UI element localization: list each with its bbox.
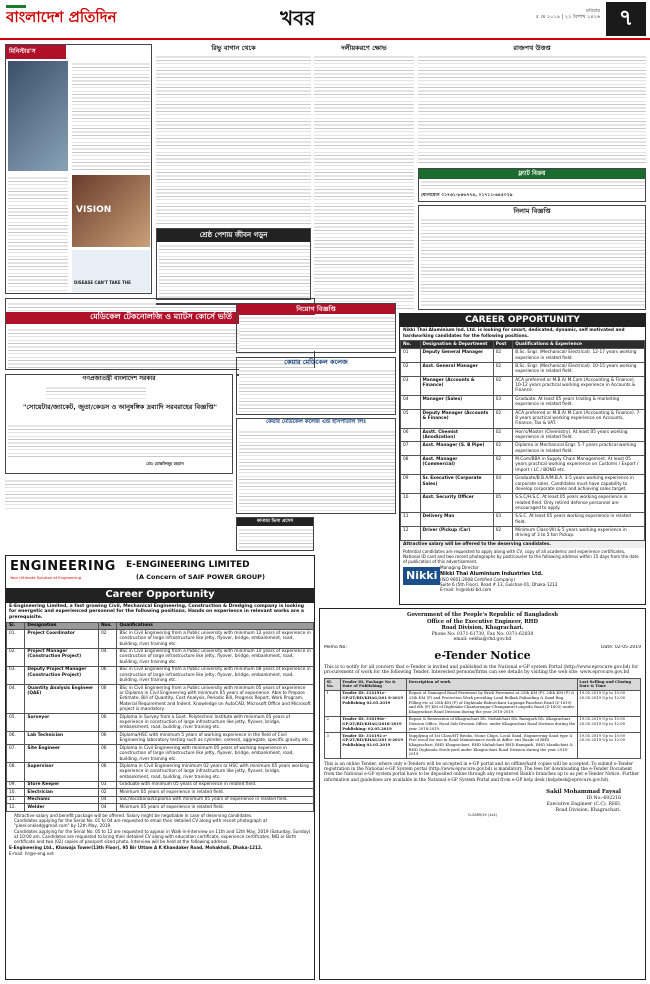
nikki-cell: Sr. Executive (Corporate Sales) <box>420 475 493 494</box>
eng-cell: 09. <box>7 781 25 789</box>
eng-cell: Welder <box>25 804 99 812</box>
nikki-header-cell: Designation & Department <box>420 340 493 348</box>
gov-supply-ad <box>5 374 233 474</box>
eng-cell: Mechanic <box>25 796 99 804</box>
eng-intro: E-Engineering Limited, a fast growing Civil, Mechanical Engineering, Construction & Dredging company is looking for energetic and experienced personnel for the following positions. Hands on experience in relevant works are a prerequisite. <box>9 603 305 620</box>
news-body-4 <box>418 54 646 164</box>
flat-sale-phone: যোগাযোগ ০১৭৬১-৮৪৬৭৭৪, ০১৭১১-৬৪৫০২৯ <box>421 193 513 198</box>
nikki-cell: 08 <box>401 456 421 475</box>
nikki-footer <box>400 565 645 593</box>
career-banner-title: শ্রেষ্ঠ পেশায় জীবন গড়ুন <box>157 229 310 242</box>
issue-date <box>520 8 600 21</box>
news-heading-2: রিভু বাগান থেকে <box>211 44 256 52</box>
nikki-cell: 03 <box>493 395 513 409</box>
nikki-cell: B.Sc. Engr. (Mechanical/ Electrical). 12-17 years working experience in related field. <box>513 349 645 363</box>
nikki-address-block <box>440 565 640 592</box>
eng-cell: 03 <box>99 781 117 789</box>
eng-row <box>7 781 314 789</box>
gov-supply-body <box>8 423 232 459</box>
nikki-header-cell: No. <box>401 340 421 348</box>
nikki-cell: 12 <box>401 527 421 541</box>
nikki-logo: Nikki <box>403 567 440 585</box>
eng-cell: 06 <box>99 732 117 745</box>
care-hospital-title: কেয়ার মেডিকেল কলেজ এন্ড হাসপাতাল লিঃ <box>265 419 367 425</box>
etender-cell: Tender ID: 314191e-GP/2T/RD/KHAG/201 8-2019 Publishing 02.05.2019 <box>340 690 406 716</box>
nikki-cell: Asst. Manager (S. B Pipe) <box>420 442 493 456</box>
nikki-cell: Manager (Sales) <box>420 395 493 409</box>
care-hospital-ad <box>236 418 396 514</box>
gov-supply-sub <box>46 385 146 401</box>
eng-cell: 10. <box>7 789 25 797</box>
nikki-row <box>401 513 645 527</box>
nikki-cell: 02 <box>493 456 513 475</box>
etender-header-cell: Sl. No. <box>325 679 341 691</box>
eng-cell: 04 <box>99 804 117 812</box>
nikki-cell: Delivery Man <box>420 513 493 527</box>
nikki-cell: Asst. Security Officer <box>420 494 493 513</box>
etender-division: Road Division, Khagrachari. <box>441 625 524 631</box>
issue-day: রবিবার <box>586 8 600 14</box>
nikki-cell: 03 <box>493 513 513 527</box>
nikki-cell: S.S.C/H.S.C. At least 05 years working experience in related field. Only retired defense personnel are encouraged to apply. <box>513 494 645 513</box>
news-column-3 <box>314 44 414 309</box>
page-number: ৭ <box>606 2 646 36</box>
nikki-cell: ACA preferred or M.B.A/ M.Com (Accounting & Finance). 7-8 years practical working experience on Accounts, Finance, Tax & VAT. <box>513 409 645 428</box>
eng-cell: Project Coordinator <box>25 630 99 648</box>
etender-row <box>325 690 641 716</box>
etender-sign-office: Road Division, Khagrachari. <box>555 807 621 813</box>
nikki-md-label: Managing Director <box>440 565 479 571</box>
tender-notice-bn <box>418 205 646 310</box>
career-banner-body <box>159 243 310 298</box>
nikki-apply-note: Potential candidates are requested to apply along with CV, copy of all academic and experience certificates, National ID card and two recent photographs by post/courier to the following address within 15 days from the date of publication of this advertisement. <box>403 549 639 565</box>
eng-group: (A Concern of SAIF POWER GROUP) <box>136 573 265 581</box>
nikki-cell: 11 <box>401 513 421 527</box>
niyog-title: নিয়োগ বিজ্ঞপ্তি <box>237 304 395 314</box>
nikki-cell: Deputy General Manager <box>420 349 493 363</box>
nikki-intro: Nikki Thai Aluminium Ind. Ltd. is looking for smart, dedicated, dynamic, self motivated and hardworking candidates for the following positions. <box>403 328 625 339</box>
etender-gd: G-2089/19 (1x4) <box>468 813 497 818</box>
eng-cell: 04 <box>99 648 117 666</box>
etender-header-cell: Tender ID, Package No & Date of Publishing <box>340 679 406 691</box>
nikki-cell: 04 <box>401 395 421 409</box>
eng-cell: 06 <box>99 685 117 714</box>
nikki-address: Suite 6 (5th Floor), Road # 13, Gulshan-01, Dhaka-1212 <box>440 582 558 588</box>
nikki-cell: Diploma in Mechanical Engr. 5-7 years practical working experience in related field. <box>513 442 645 456</box>
medical-course-title: মেডিকেল টেকনোলজি ও ম্যাটস কোর্সে ভর্তি <box>6 312 315 324</box>
eengineering-ad <box>5 555 315 980</box>
eng-cell: 08. <box>7 763 25 781</box>
etender-cell: 1 <box>325 690 341 716</box>
eng-cell: Electrician <box>25 789 99 797</box>
nikki-row <box>401 363 645 377</box>
etender-cell: 19.05.2019 Up to 15:00 20.05.2019 Up to 12:00 <box>577 690 640 716</box>
nikki-cell: 02 <box>493 376 513 395</box>
eng-row <box>7 789 314 797</box>
nikki-header-cell: Post <box>493 340 513 348</box>
etender-cell: Supplying of 1st Class/HT Bricks, Stone Chips, Local Sand, Engineering Sand type & Fire wood for use in Road Maintenance work at differ- ent Roads of RHD Khagrachari, RHD Khagrachari, RHD Mahalchari RHD Ramgarh, RHD Manikchari & RHD Dighinala Stock-yard under Khagrachari Road Division during the year 2018-2019. <box>407 732 578 758</box>
eng-tagline: Your Ultimate Solution of Engineering <box>10 576 82 580</box>
nikki-cell: Minimum Class-VIII & 5 years working experience in driving of 3 to 5 ton Pickup. <box>513 527 645 541</box>
eng-row <box>7 648 314 666</box>
nikki-cell: B.Sc. Engr. (Mechanical/ Electrical). 10-15 years working experience in related field. <box>513 363 645 377</box>
eng-cell: 04 <box>99 796 117 804</box>
tender-notice-title: নিলাম বিজ্ঞপ্তি <box>513 207 551 215</box>
eng-cell: 01. <box>7 630 25 648</box>
flat-sale-title: ফ্ল্যাট বিক্রয় <box>419 169 645 179</box>
nikki-cell: Graduate. At least 05 years trading & marketing experience in related field. <box>513 395 645 409</box>
nikki-salary-note: Attractive salary will be offered to the deserving candidates. <box>400 541 645 548</box>
nikki-cell: Driver (Pickup /Car) <box>420 527 493 541</box>
vision-photo <box>72 175 150 247</box>
etender-memo: Memo No: <box>324 644 347 650</box>
nikki-cell: Asst. Manager (Commercial) <box>420 456 493 475</box>
eng-note-item: • Attractive salary and benefit package will be offered. Salary might be negotiable in case of deserving candidates. <box>14 813 311 818</box>
news-heading-3: দলীয়করণে ক্ষোভ <box>341 44 387 52</box>
misc-classifieds <box>5 478 233 510</box>
etender-cell: 3 <box>325 732 341 758</box>
eng-cell: 11. <box>7 796 25 804</box>
eng-cell: Graduate with minimum 05 years of experience in related field. <box>117 781 314 789</box>
gov-supply-title: "সোয়েটার/জ্যাকেট, জুতা/কেডস ও আনুষঙ্গিক দ্রব্যাদি সরবরাহের বিজ্ঞপ্তি" <box>23 403 217 411</box>
eng-row <box>7 745 314 763</box>
ministers-photo <box>8 61 68 171</box>
etender-table <box>324 678 641 759</box>
etender-cell: Tender ID: 318196e-GP/2T/RD/KHAG/2018-2019 Publishing: 02.05.2019 <box>340 716 406 732</box>
etender-title: e-Tender Notice <box>434 648 531 662</box>
eng-row <box>7 804 314 812</box>
etender-cell: 19.05.2019 Up to 15:00 20.05.2019 Up to 12:00 <box>577 732 640 758</box>
eng-header-cell: Designation <box>25 622 99 630</box>
nikki-cell: M.Com/BBA in Supply Chain Management. At least 05 years practical working experience on Customs / Export / Import / LC / BOND etc. <box>513 456 645 475</box>
care-college-body <box>239 368 395 413</box>
eng-cell: 04. <box>7 685 25 714</box>
nikki-iso: (ISO 9001:2008 Certified Company) <box>440 576 515 582</box>
etender-header-cell: Last Selling and Closing Date & Time <box>577 679 640 691</box>
canada-visa-ad <box>236 517 314 551</box>
nikki-cell: 02 <box>493 409 513 428</box>
eng-row <box>7 666 314 684</box>
nikki-row <box>401 349 645 363</box>
eng-row <box>7 732 314 745</box>
eng-header-cell: Sl. <box>7 622 25 630</box>
nikki-cell: 02 <box>493 527 513 541</box>
eng-cell: 02 <box>99 789 117 797</box>
etender-signature <box>324 789 641 813</box>
eng-cell: 06. <box>7 732 25 745</box>
eng-cell: Store Keeper <box>25 781 99 789</box>
nikki-row <box>401 527 645 541</box>
eng-notes <box>6 812 314 846</box>
eng-header-cell: Qualifications <box>117 622 314 630</box>
ministers-ad <box>5 44 152 294</box>
etender-head <box>324 612 641 643</box>
nikki-cell: Asstt. Chemist (Anodization) <box>420 428 493 442</box>
etender-header-cell: Description of work <box>407 679 578 691</box>
nikki-cell: 02 <box>493 442 513 456</box>
nikki-header-cell: Qualifications & Experience <box>513 340 645 348</box>
tender-notice-body <box>421 217 645 307</box>
etender-sign-id: ID No:-602216 <box>586 796 621 802</box>
etender-phone: Phone No: 0371-61730, Fax No: 0371-62830 <box>431 631 534 637</box>
etender-row <box>325 716 641 732</box>
eng-career-title: Career Opportunity <box>6 588 314 603</box>
nikki-career-ad <box>399 313 646 605</box>
etender-cell: 2 <box>325 716 341 732</box>
eng-header-cell: Nos. <box>99 622 117 630</box>
nikki-row <box>401 428 645 442</box>
etender-office: Office of the Executive Engineer, RHD <box>427 618 538 625</box>
eng-cell: 06 <box>99 714 117 732</box>
etender-ad <box>319 608 646 980</box>
eng-address: E-Engineering Ltd., Khawaja Tower(13th Floor), 95 Bir Uttam A K Khandaker Road, Mohakhali, Dhaka-1212. <box>9 845 263 851</box>
eng-cell: 06 <box>99 745 117 763</box>
ministers-header: মিনিস্টার'স <box>6 45 66 59</box>
nikki-row <box>401 409 645 428</box>
gov-supply-heading: গণপ্রজাতন্ত্রী বাংলাদেশ সরকার <box>82 375 156 382</box>
eng-table-header <box>7 622 314 630</box>
disease-label: DISEASE CAN'T TAKE THE <box>74 280 131 285</box>
eng-row <box>7 714 314 732</box>
care-hospital-body <box>239 429 395 512</box>
eng-cell: Minimum 05 years of experience in related field. <box>117 789 314 797</box>
news-body-3 <box>314 54 414 309</box>
care-college-title: কেয়ার মেডিকেল কলেজ <box>284 358 348 366</box>
eng-cell: Minimum 05 years of experience in related field. <box>117 804 314 812</box>
eng-row <box>7 630 314 648</box>
nikki-cell: 04 <box>493 475 513 494</box>
masthead <box>0 0 650 40</box>
eng-cell: Site Engineer <box>25 745 99 763</box>
eng-cell: 06 <box>99 666 117 684</box>
eng-cell: 07. <box>7 745 25 763</box>
nikki-cell: Manager (Accounts & Finance) <box>420 376 493 395</box>
etender-cell: 19.05.2019 Up to 15:00 20.05.2019 Up to 12:00 <box>577 716 640 732</box>
nikki-cell: 10 <box>401 494 421 513</box>
nikki-title: CAREER OPPORTUNITY <box>400 314 645 327</box>
niyog-body <box>239 315 395 351</box>
nikki-cell: Asst. General Manager <box>420 363 493 377</box>
eng-cell: Quantity Analysis Engineer (QAE) <box>25 685 99 714</box>
nikki-row <box>401 494 645 513</box>
etender-cell: Repair of Damaged Road Pavement by Brick Pavement at 25th KM (P), 24th KM (P) & 25th KM (P) and Protection Work providing Lead Bulkah Palisading & Sand Bag Filling etc at 25th KM (P) of Dighinala-Baburchara-Lagunga-Panchari Road (Z-1610) and 6th (P) KM of Dighinala-Chantarnagar-Changamiri-Longodu Road (Z-1603) under Khagrachari Road Division during the year 2018-2019. <box>407 690 578 716</box>
eng-cell: BSc in Civil Engineering from a Public university with minimum 08 years of experience in construction of large infrastructure like jetty, flyover, bridge, embankment, road, building, river training etc. <box>117 666 314 684</box>
eng-cell: SSC/Vocational/Diploma with minimum 05 years of experience in related field. <box>117 796 314 804</box>
nikki-cell: S.S.C. At least 05 years working experience in related field. <box>513 513 645 527</box>
canada-visa-body <box>239 527 313 551</box>
eng-cell: Supervisor <box>25 763 99 781</box>
eng-logo: ENGINEERING <box>10 559 116 574</box>
ministers-text <box>72 61 150 171</box>
news-column-2 <box>156 44 311 224</box>
niyog-middle-ad <box>236 303 396 353</box>
nikki-row <box>401 376 645 395</box>
care-college-ad <box>236 357 396 415</box>
eng-row <box>7 763 314 781</box>
eng-cell: 12. <box>7 804 25 812</box>
etender-row <box>325 732 641 758</box>
issue-full-date: ৫ মে ২০১৯ | ২২ বৈশাখ ১৪২৬ <box>535 14 600 21</box>
eng-cell: 06 <box>99 763 117 781</box>
nikki-cell: ACA preferred or M.B.A/ M.Com (Accounting & Finance). 10-12 years practical working experience in Accounts & Finance. <box>513 376 645 395</box>
news-heading-4: রাজপথ উত্তপ্ত <box>513 44 551 52</box>
eng-row <box>7 796 314 804</box>
news-column-4 <box>418 44 646 164</box>
eng-table <box>6 622 314 812</box>
eng-row <box>7 685 314 714</box>
etender-sign-name: Sakil Mohammad Faysal <box>546 789 621 796</box>
etender-date: Date: 02-05-2019 <box>601 644 641 650</box>
etender-memo-row <box>324 643 641 663</box>
nikki-row <box>401 395 645 409</box>
eng-cell: 03. <box>7 666 25 684</box>
eng-cell: Lab Technician <box>25 732 99 745</box>
nikki-cell: 09 <box>401 475 421 494</box>
flat-sale-body <box>421 179 645 191</box>
canada-visa-title: কানাডা ভিসা প্রসেস <box>237 518 313 526</box>
news-body-2 <box>156 54 311 224</box>
nikki-row <box>401 442 645 456</box>
eng-cell: BSc in Civil Engineering from a Public university with minimum 12 years of experience in construction of large infrastructure like jetty, flyover, bridge, embankment, road, building, river training etc. <box>117 630 314 648</box>
nikki-company: Nikki Thai Aluminium Industries Ltd. <box>440 570 543 577</box>
nikki-row <box>401 475 645 494</box>
ministers-text-2 <box>8 175 68 291</box>
etender-intro: This is to notify for all concern that e-Tender is invited and published in the National e-GP system Portal (http://www.eprocure.gov.bd) for procurement of work for the following Tender. Interested persons/firms can see details by visiting the web site: www.eprocure.gov.bd <box>324 664 639 676</box>
eng-cell: 02 <box>99 630 117 648</box>
nikki-cell: 01 <box>401 349 421 363</box>
etender-cell: Tender ID: 314192 e-GP/2T/RD/KHAG/201 8-2019 Publishing 02.05.2019 <box>340 732 406 758</box>
disease-banner <box>72 250 150 292</box>
nikki-cell: 02 <box>401 363 421 377</box>
eng-note-item: • Candidates applying for the Serial No. 05 to 12 are requested to appear in Walk-in-Interview on 11th and 12th May, 2019 (Saturday, Sunday) at 10:00 am. Candidates are requested to bring their detailed CV along with education certificate, experience certificates, NID or Birth certificate and two (02) copies of passport sized photo. Interview will be held at the following address. <box>14 829 311 845</box>
nikki-cell: 07 <box>401 442 421 456</box>
eng-email: E-mail: hr@e-eng.net <box>9 850 54 856</box>
flat-sale-ad <box>418 168 646 202</box>
eng-cell: Diploma in Civil Engineering minimum 02 years or HSC with minimum 05 years working experience in construction of large infrastructure like jetty, flyover, bridge, embankment, road, building, river training etc. <box>117 763 314 781</box>
eng-header <box>6 556 314 588</box>
eng-cell: Project Manager (Construction Project) <box>25 648 99 666</box>
etender-email: email: eekha@rhd.gov.bd <box>453 637 512 643</box>
nikki-email: E-mail: hr@nikki-bd.com <box>440 587 492 593</box>
eng-cell: BSc in Civil Engineering from a Public university with minimum 05 years of experience or Diploma in Civil Engineering with minimum 05 years of experience. Able to Prepare Estimate, Bill of Quantity, Cost Analysis, Periodic Bill, Progress Report, Work Program, Material Requirement and Indent. Knowledge on AutoCAD, Microsoft Office and Microsoft project is mandatory. <box>117 685 314 714</box>
nikki-cell: 05 <box>401 409 421 428</box>
section-title: খবর <box>280 6 316 30</box>
nikki-cell: 02 <box>493 349 513 363</box>
eng-cell: Diploma in Survey from a Govt. Polytechnic Institute with minimum 05 years of experience in construction of large infrastructure like jetty, flyover, bridge, embankment, road, building, river training etc. <box>117 714 314 732</box>
nikki-cell: Hon's/Master (Chemistry). At least 05 years working experience in related field. <box>513 428 645 442</box>
eng-note-item: • Candidates applying for the Serial No. 01 to 04 are requested to email their detailed CV along with recent photograph at "pleel.onkled@gmail.com" by 12th May, 2019. <box>14 818 311 829</box>
newspaper-logo: বাংলাদেশ প্রতিদিন <box>6 8 117 26</box>
eng-cell: Diploma in Civil Engineering with minimum 05 years of working experience in construction of large infrastructure like jetty, flyover, bridge, embankment, road, building, river training etc. <box>117 745 314 763</box>
nikki-cell: Deputy Manager (Accounts & Finance) <box>420 409 493 428</box>
nikki-cell: 05 <box>493 494 513 513</box>
nikki-table-header <box>401 340 645 348</box>
nikki-row <box>401 456 645 475</box>
nikki-cell: 02 <box>493 363 513 377</box>
career-banner-ad <box>156 228 311 300</box>
nikki-table <box>400 340 645 541</box>
nikki-cell: 02 <box>493 428 513 442</box>
eng-cell: BSc in Civil Engineering from a Public university with minimum 10 years of experience in construction of large infrastructure like jetty, flyover, bridge, embankment, road, building, river training etc. <box>117 648 314 666</box>
etender-gov: Government of the People's Republic of Bangladesh <box>406 612 559 618</box>
eng-company: E-ENGINEERING LIMITED <box>126 560 250 570</box>
nikki-cell: 03 <box>401 376 421 395</box>
etender-cell: Repair & Renovation of Khagrachari Dh. Mohalchari Dh. Ramgarh Dh. Khagrachari Division Office, Road Sub-Division Office, under Khagrachari Road Division during the year 2018-2019. <box>407 716 578 732</box>
eng-cell: 02. <box>7 648 25 666</box>
nikki-cell: 06 <box>401 428 421 442</box>
etender-sign-title: Executive Engineer (C.C), RHD, <box>546 801 621 807</box>
eng-cell: Surveyor <box>25 714 99 732</box>
gov-supply-sign: মোঃ মোস্তফিজুর রহমান <box>146 461 184 466</box>
eng-cell: 05. <box>7 714 25 732</box>
vision-label: VISION <box>76 205 112 215</box>
eng-cell: Diploma/HSC with minimum 5 years of working experience in the field of Civil Engineering laboratory testing such as cylinder, cement, aggregate, specific gravity etc. <box>117 732 314 745</box>
etender-table-header <box>325 679 641 691</box>
eng-cell: Deputy Project Manager (Construction Project) <box>25 666 99 684</box>
etender-footer: This is an online Tender, where only e-Tenders will be accepted in e-GP portal and no offline/hard copies will be accepted. To submit e-Tender registration in the National e-GP System portal (http://www.eprocure.gov.bd) is mandatory. The fees for downloading the e-Tender Document from the National e-GP system portal have to be deposited online through any registered Bank's branches up to as per e-Tender Notice. Further information and guidelines are available in the National e-GP System Portal and from e-GP help desk (helpdesk@eprocure.gov.bd). <box>324 761 640 783</box>
nikki-cell: Graduate/B.B.A/M.B.A. 3-5 years working experience in corporate sales. Candidates must have capability to develop corporate sales and achieving sales target. <box>513 475 645 494</box>
